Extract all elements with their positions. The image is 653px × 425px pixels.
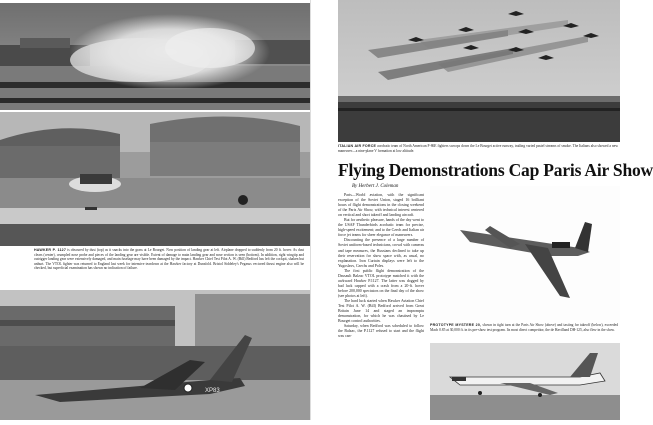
caption-hawker-text: is obscured by dust (top) as it snacks into the grass at Le Bourget. Now position of landing gear at left. Airplane dropped to suddenly from 20 ft. hover. As dust clears (center), crumpled nose probe and pieces of the landing gear are visible. Extent of damage to main landing gear and nose section is seen (bottom). In addition, right wingtip and outrigger landing gear were extensively damaged, and main fuselage may have been damaged by the impact. Hawker Chief Test Pilot A. W. (Bill) Bedford has left the cockpit, shaken but unhurt. The VTOL fighter was returned to England last week for intensive teardown at the Hawker factory at Dunsfold. Bristol Siddeley's Pegasus vectored thrust engine also will be checked, but superficial examination has shown no indication of failure. xyxy=(34,248,304,271)
page-gutter xyxy=(310,0,311,420)
caption-hawker-label: HAWKER P. 1127 xyxy=(34,248,67,252)
article-byline: By Herbert J. Coleman xyxy=(352,184,399,189)
article-paragraph: But for aesthetic pleasure, hands of the day went to the USAF Thunderbirds acrobatic team for precise, high-speed excitement; and to the Czech and Italian air force jet teams for sheer elegance of maneuvers. xyxy=(338,218,424,238)
photo-hawker-dust xyxy=(0,0,310,110)
aircraft-marking: XP83 xyxy=(205,388,220,394)
article-column-1 xyxy=(338,193,424,418)
caption-mystere-text: shown in tight turn at the Paris Air Show (above) and taxiing for takeoff (below), exceeded Mach 0.85 at 30,000 ft. in its pre-show test program. Its most direct competitor, the de Havilland DH-125, also flew in the show. xyxy=(430,323,618,332)
photo-mystere-flight xyxy=(430,186,620,320)
caption-hawker xyxy=(34,248,304,271)
formation-scene-graphic xyxy=(338,0,620,142)
mystere-taxi-graphic xyxy=(430,343,620,420)
caption-mystere-label: PROTOTYPE MYSTERE 20, xyxy=(430,323,482,327)
dust-scene-graphic xyxy=(0,0,310,110)
article-paragraph: The first public flight demonstration of the Dassault Balzac VTOL prototype matched it with the awkward Hawker P.1127. The latter was dogged by bad luck capped with a crash from a 20-ft. hover before 200,000 spectators on the final day of the show (see photos at left). xyxy=(338,268,424,298)
photo-mystere-taxi xyxy=(430,343,620,420)
photo-italian-formation xyxy=(338,0,620,142)
article-paragraph: The hard luck started when Hawker Aviation Chief Test Pilot A. W. (Bill) Bedford arrived from Great Britain June 14 and staged an impromptu demonstration, for which he was chastised by Le Bourget control authorities. xyxy=(338,298,424,324)
caption-italian-text: acrobatic team of North American F-86E fighters swoops down the Le Bourget active runway, trailing varied pastel streams of smoke. The Italians also showed a new maneuver—a nine-plane V formation at low altitude. xyxy=(338,144,618,153)
caption-italian xyxy=(338,144,618,153)
mystere-flight-graphic xyxy=(430,186,620,320)
caption-mystere xyxy=(430,323,618,332)
article-paragraph: Paris—World aviation, with the significant exception of the Soviet Union, staged 16 brilliant hours of flight demonstrations in the closing weekend of the Paris Air Show, with technical interest centered on vertical and short takeoff and landing aircraft. xyxy=(338,193,424,218)
caption-italian-label: ITALIAN AIR FORCE xyxy=(338,144,377,148)
article-paragraph: Saturday, when Bedford was scheduled to follow the Balzac, the P.1127 refused to start and the flight was can- xyxy=(338,324,424,339)
wreck-scene-graphic xyxy=(0,112,310,246)
article-paragraph: Discounting the presence of a large number of Soviet uniform-based technicians, crowd with cameras and tape measures, the Russians declined to take up their reservation for show space with, as usual, no explanation. Iron Curtain displays were left to the Yugoslavs, Czechs and Poles. xyxy=(338,238,424,268)
ground-scene-graphic xyxy=(0,290,310,420)
photo-hawker-ground xyxy=(0,290,310,420)
article-title: Flying Demonstrations Cap Paris Air Show xyxy=(338,160,653,180)
photo-hawker-wreck xyxy=(0,112,310,246)
